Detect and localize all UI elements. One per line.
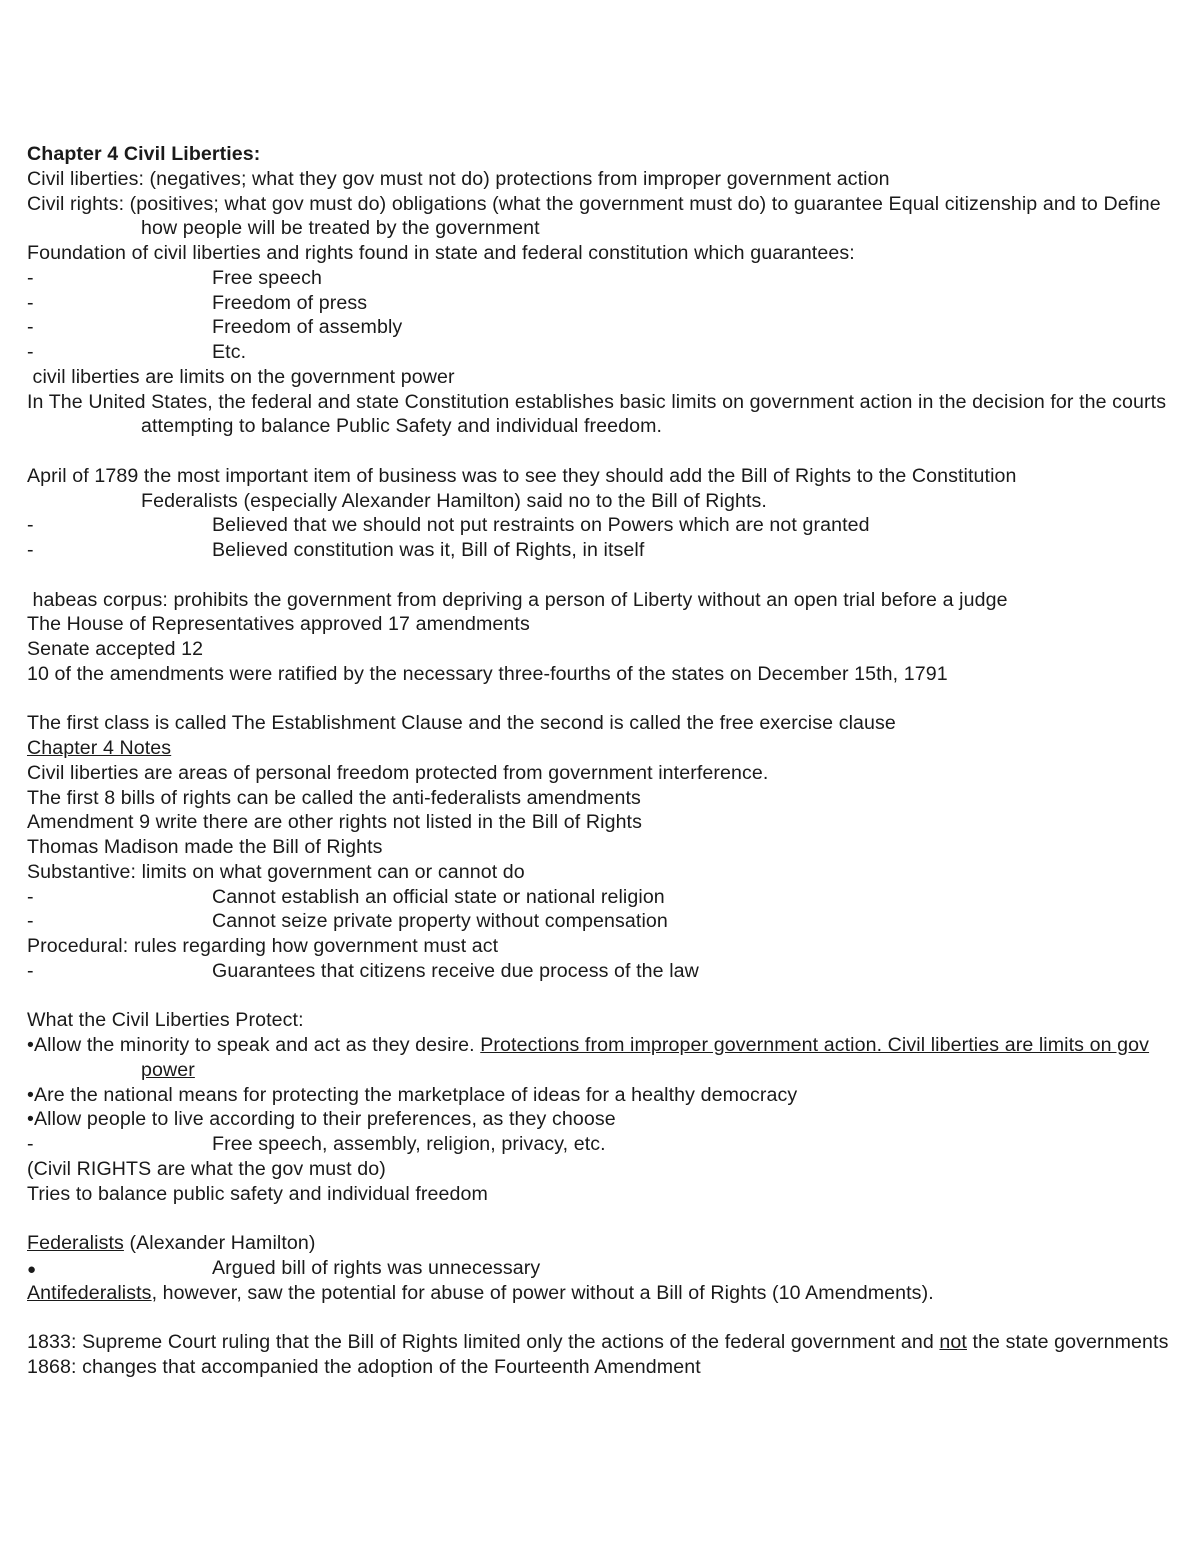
- list-item-text: Free speech: [212, 266, 323, 289]
- text-line: The House of Representatives approved 17 amendments: [27, 613, 530, 636]
- underlined-text: Protections from improper government action. Civil liberties are limits on gov power: [141, 1034, 1150, 1081]
- list-item-text: Guarantees that citizens receive due process of the law: [212, 959, 699, 982]
- list-item-text: Free speech, assembly, religion, privacy, etc.: [212, 1133, 606, 1155]
- list-item: [27, 959, 1182, 984]
- section-heading: Chapter 4 Notes: [27, 737, 172, 759]
- text-span: the state governments: [966, 1331, 1169, 1353]
- list-item-text: Argued bill of rights was unnecessary: [212, 1256, 541, 1279]
- text-line: Civil liberties are areas of personal freedom protected from government interference.: [27, 761, 769, 784]
- list-item-text: Freedom of assembly: [212, 316, 403, 339]
- text-line: The first class is called The Establishment Clause and the second is called the free exercise clause: [27, 712, 896, 735]
- list-item: [27, 538, 1182, 563]
- list-item: [27, 885, 1182, 910]
- list-item: [27, 266, 1182, 291]
- text-line: Procedural: rules regarding how government must act: [27, 935, 499, 957]
- notes-document: [27, 142, 1182, 1380]
- text-line: Civil rights: (positives; what gov must do) obligations (what the government must do) to guarantee Equal citizenship and to Define how people will be treated by the government: [27, 192, 1161, 240]
- list-item: [27, 315, 1182, 340]
- text-line: Senate accepted 12: [27, 638, 204, 660]
- dash-marker: -: [27, 514, 34, 537]
- list-item-text: Cannot establish an official state or national religion: [212, 885, 665, 908]
- bullet-line: •Allow people to live according to their preferences, as they choose: [27, 1108, 616, 1131]
- text-line: Civil liberties: (negatives; what they gov must not do) protections from improper government action: [27, 167, 890, 190]
- bullet-line: •Are the national means for protecting the marketplace of ideas for a healthy democracy: [27, 1083, 798, 1106]
- text-line: [27, 1231, 1182, 1256]
- underlined-text: Federalists: [27, 1232, 124, 1254]
- blank-line: [27, 1305, 1182, 1330]
- text-line: civil liberties are limits on the government power: [27, 365, 455, 388]
- dash-marker: -: [27, 539, 34, 561]
- dash-marker: -: [27, 266, 34, 289]
- dash-marker: -: [27, 885, 34, 908]
- dash-marker: -: [27, 341, 34, 363]
- text-line: In The United States, the federal and state Constitution establishes basic limits on government action in the decision for the courts attempting to balance Public Safety and individual freedom.: [27, 390, 1167, 438]
- list-item: [27, 1256, 1182, 1281]
- list-item: [27, 291, 1182, 316]
- text-span: (Alexander Hamilton): [123, 1232, 316, 1254]
- blank-line: [27, 563, 1182, 588]
- list-item-text: Cannot seize private property without compensation: [212, 910, 668, 933]
- text-line: Thomas Madison made the Bill of Rights: [27, 836, 383, 858]
- list-item-text: Freedom of press: [212, 291, 368, 314]
- text-span: 1833: Supreme Court ruling that the Bill of Rights limited only the actions of the federal government and: [27, 1331, 940, 1353]
- dash-marker: -: [27, 316, 34, 339]
- text-line: 1868: changes that accompanied the adoption of the Fourteenth Amendment: [27, 1355, 701, 1378]
- underlined-text: Antifederalists: [27, 1281, 152, 1304]
- dash-marker: -: [27, 959, 34, 982]
- list-item: [27, 513, 1182, 538]
- blank-line: [27, 1206, 1182, 1231]
- list-item-text: Believed constitution was it, Bill of Rights, in itself: [212, 539, 645, 561]
- blank-line: [27, 984, 1182, 1009]
- dash-marker: -: [27, 910, 34, 933]
- dash-marker: -: [27, 1133, 34, 1155]
- list-item: [27, 1132, 1182, 1157]
- text-span: , however, saw the potential for abuse of power without a Bill of Rights (10 Amendments).: [151, 1281, 934, 1304]
- document-title: Chapter 4 Civil Liberties:: [27, 143, 261, 165]
- text-line: The first 8 bills of rights can be called the anti-federalists amendments: [27, 786, 641, 809]
- list-item: [27, 340, 1182, 365]
- bullet-icon: ●: [27, 1260, 37, 1278]
- text-line: 10 of the amendments were ratified by the necessary three-fourths of the states on December 15th, 1791: [27, 662, 948, 685]
- text-line: What the Civil Liberties Protect:: [27, 1009, 304, 1032]
- list-item-text: Etc.: [212, 341, 247, 363]
- list-item: [27, 909, 1182, 934]
- text-line: Foundation of civil liberties and rights found in state and federal constitution which guarantees:: [27, 242, 855, 264]
- text-line: Substantive: limits on what government can or cannot do: [27, 860, 525, 883]
- dash-marker: -: [27, 291, 34, 314]
- blank-line: [27, 439, 1182, 464]
- blank-line: [27, 687, 1182, 712]
- text-line: [27, 1330, 1182, 1355]
- bullet-line: [27, 1033, 1182, 1083]
- text-line: habeas corpus: prohibits the government from depriving a person of Liberty without an open trial before a judge: [27, 588, 1008, 611]
- text-line: [27, 1281, 1182, 1306]
- text-line: Tries to balance public safety and individual freedom: [27, 1182, 488, 1205]
- text-line: Federalists (especially Alexander Hamilton) said no to the Bill of Rights.: [141, 489, 767, 512]
- bullet-text: •Allow the minority to speak and act as they desire.: [27, 1034, 481, 1056]
- list-item-text: Believed that we should not put restraints on Powers which are not granted: [212, 514, 870, 537]
- text-line: April of 1789 the most important item of business was to see they should add the Bill of Rights to the Constitution: [27, 464, 1017, 487]
- underlined-text: not: [939, 1331, 967, 1353]
- text-line: (Civil RIGHTS are what the gov must do): [27, 1157, 386, 1180]
- text-line: Amendment 9 write there are other rights not listed in the Bill of Rights: [27, 811, 643, 834]
